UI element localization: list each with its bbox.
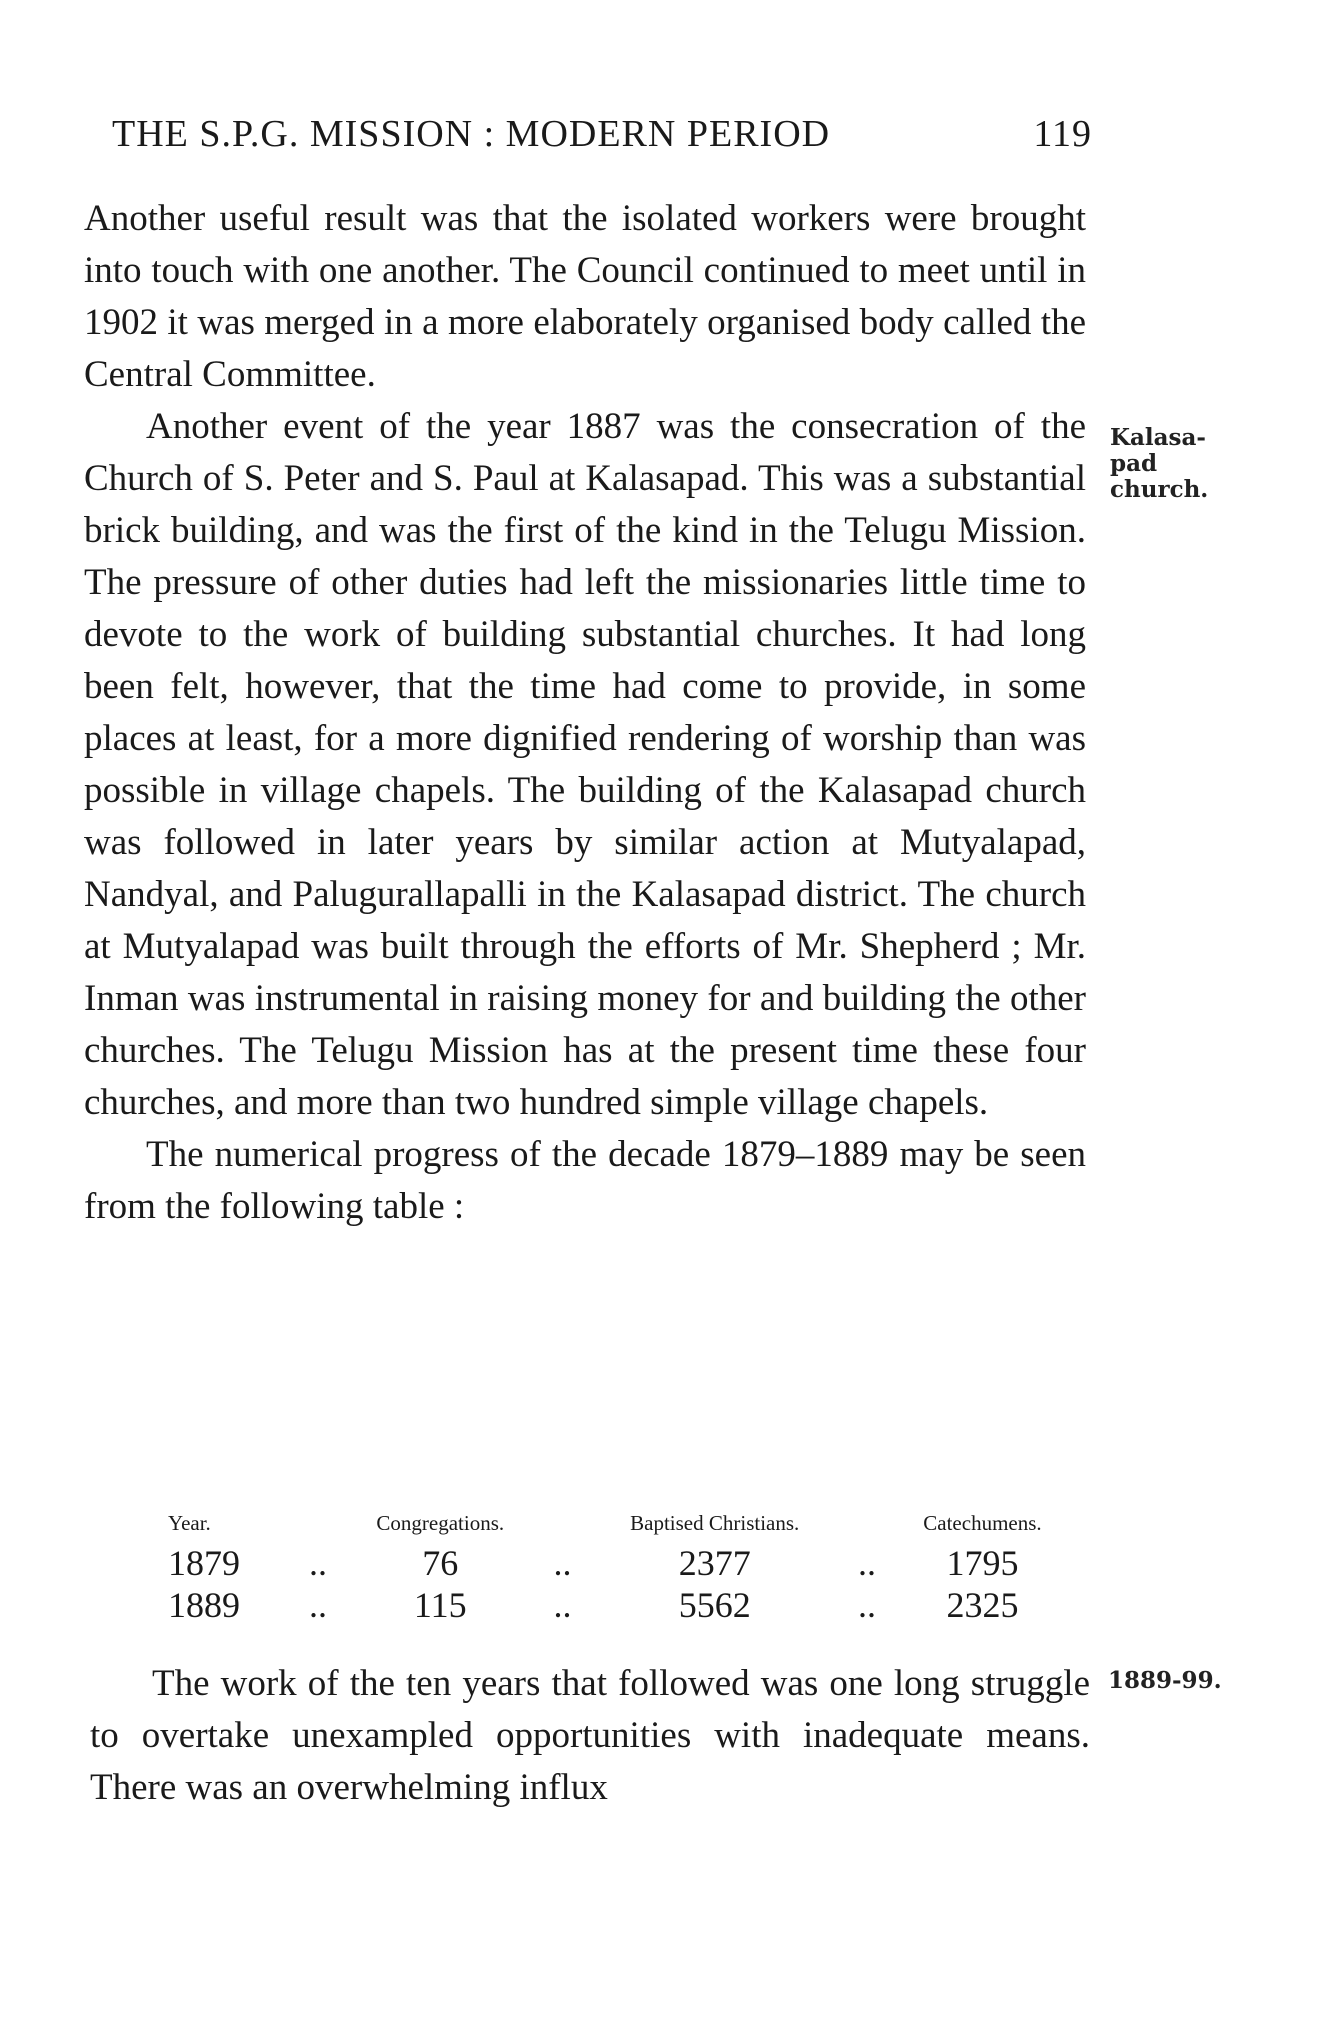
page-number: 119 (1033, 113, 1092, 155)
header-baptised-christians: Baptised Christians. (630, 1511, 800, 1535)
cell-leader: .. (857, 1543, 876, 1583)
sidenote-decade: 1889-99. (1108, 1667, 1222, 1694)
cell-congregations: 76 (422, 1543, 459, 1583)
cell-congregations: 115 (413, 1585, 467, 1625)
progress-table (168, 1476, 1068, 1626)
table-row (168, 1584, 1068, 1626)
running-head-title: THE S.P.G. MISSION : MODERN PERIOD (112, 113, 831, 155)
cell-catechumens: 2325 (946, 1585, 1019, 1625)
cell-year: 1879 (168, 1543, 240, 1583)
sidenote-kalasapad-church: Kalasa-pad church. (1110, 424, 1209, 503)
cell-year: 1889 (168, 1585, 240, 1625)
cell-baptised: 5562 (678, 1585, 751, 1625)
table-row (168, 1542, 1068, 1584)
cell-catechumens: 1795 (946, 1543, 1019, 1583)
cell-leader: .. (857, 1585, 876, 1625)
cell-leader: .. (309, 1543, 327, 1583)
running-head (112, 112, 1092, 162)
closing-text (90, 1658, 1090, 1814)
header-year: Year. (168, 1511, 211, 1535)
cell-leader: .. (553, 1543, 572, 1583)
body-text (84, 193, 1086, 1233)
paragraph-council: Another useful result was that the isolated workers were brought into touch with one another. The Council continued to meet until in 1902 it was merged in a more elaborately organised body called the Central Committee. (84, 198, 1086, 395)
table-header-row (168, 1476, 1068, 1534)
paragraph-numerical-progress: The numerical progress of the decade 1879–1889 may be seen from the following table : (84, 1134, 1086, 1227)
header-catechumens: Catechumens. (923, 1511, 1042, 1535)
cell-leader: .. (309, 1585, 327, 1625)
header-congregations: Congregations. (376, 1511, 505, 1535)
cell-baptised: 2377 (678, 1543, 751, 1583)
cell-leader: .. (553, 1585, 572, 1625)
paragraph-ten-years: The work of the ten years that followed was one long struggle to overtake unexampled opportunities with inadequate means. There was an overwhelming influx (90, 1663, 1090, 1808)
paragraph-kalasapad-church: Another event of the year 1887 was the consecration of the Church of S. Peter and S. Paul at Kalasapad. This was a substantial brick building, and was the first of the kind in the Telugu Mission. The pressure of other duties had left the missionaries little time to devote to the work of building substantial churches. It had long been felt, however, that the time had come to provide, in some places at least, for a more dignified rendering of worship than was possible in village chapels. The building of the Kalasapad church was followed in later years by similar action at Mutyalapad, Nandyal, and Palugurallapalli in the Kalasapad district. The church at Mutyalapad was built through the efforts of Mr. Shepherd ; Mr. Inman was instrumental in raising money for and building the other churches. The Telugu Mission has at the present time these four churches, and more than two hundred simple village chapels. (84, 406, 1086, 1123)
